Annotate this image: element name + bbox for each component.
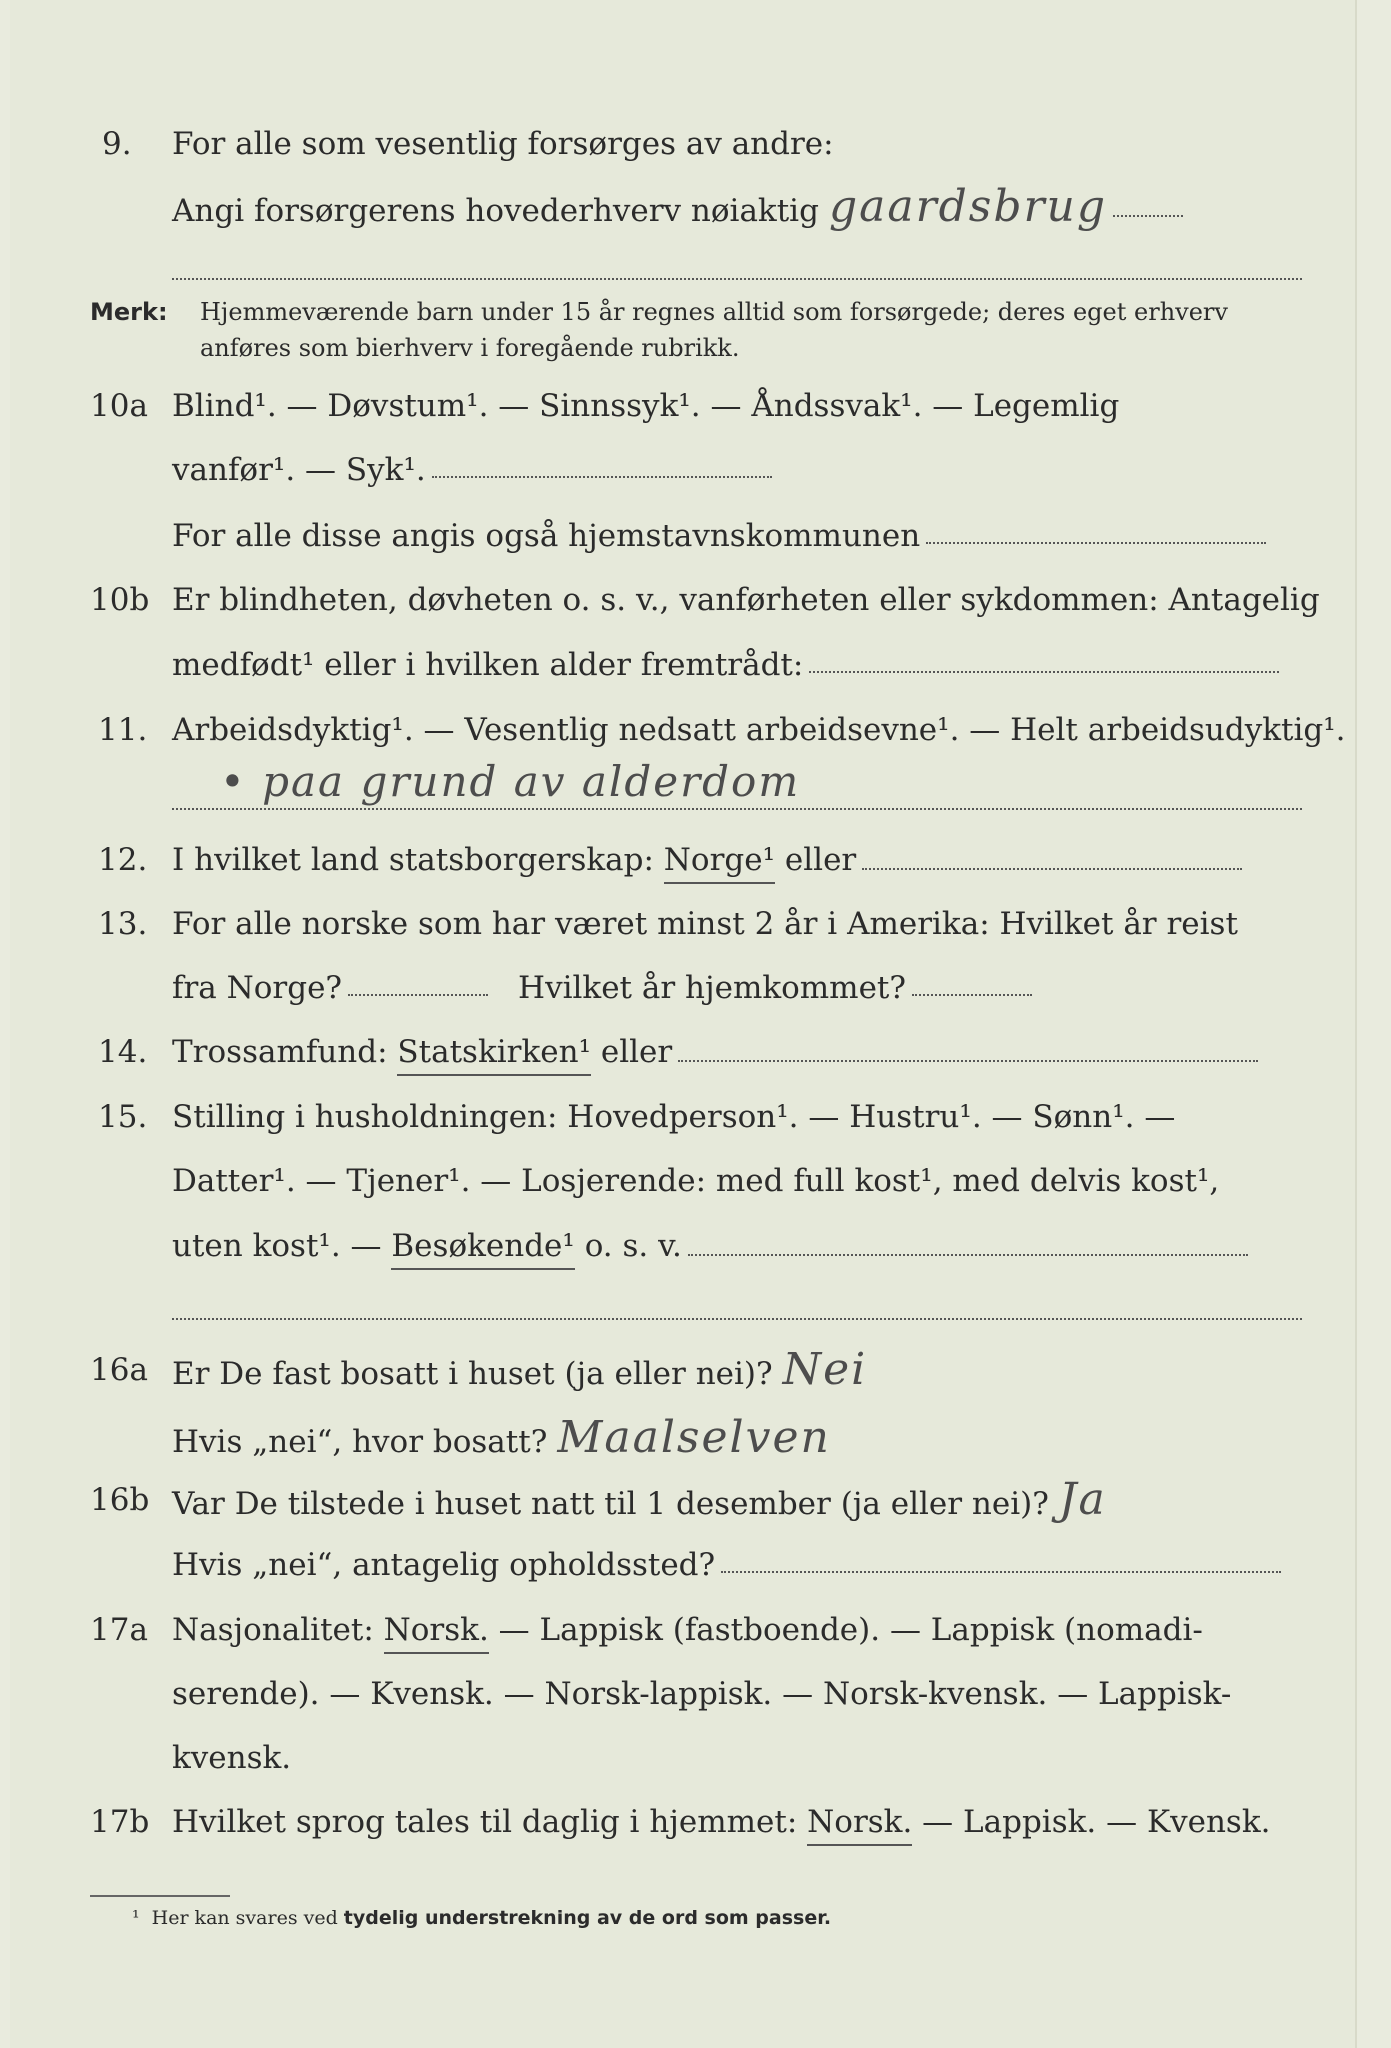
- q15-besokende-underlined: Besøkende¹: [391, 1226, 574, 1270]
- q16b-handwritten-answer: Ja: [1058, 1474, 1107, 1525]
- q17a-text1pre: Nasjonalitet:: [172, 1612, 374, 1648]
- q13-line1: [172, 904, 1238, 944]
- q16a-handwritten-answer2: Maalselven: [557, 1412, 831, 1463]
- q12-text: I hvilket land statsborgerskap:: [172, 842, 654, 878]
- q9-fill-line: [1113, 214, 1183, 217]
- item-number-16b: 16b: [90, 1482, 150, 1518]
- q15-text1: Stilling i husholdningen: Hovedperson¹. — Hustru¹. — Sønn¹. —: [172, 1099, 1176, 1135]
- q17b-norsk-underlined: Norsk.: [807, 1802, 912, 1846]
- q9-text1: For alle som vesentlig forsørges av andre:: [172, 126, 834, 162]
- q15-text3b: o. s. v.: [584, 1228, 682, 1264]
- q16a-line1: [172, 1344, 868, 1395]
- q14-statskirken-underlined: Statskirken¹: [397, 1032, 591, 1076]
- q15-line3: [172, 1226, 1248, 1270]
- q15-text3a: uten kost¹. —: [172, 1228, 382, 1264]
- item-number-10b: 10b: [90, 582, 150, 618]
- q15-text2: Datter¹. — Tjener¹. — Losjerende: med full kost¹, med delvis kost¹,: [172, 1163, 1220, 1199]
- merk-text2: anføres som bierhverv i foregående rubrikk.: [200, 334, 740, 362]
- q10a-fill-line: [432, 475, 772, 478]
- census-form-page: [10, 0, 1357, 2048]
- q15-blank-line: [172, 1318, 1302, 1320]
- q17a-text1post: — Lappisk (fastboende). — Lappisk (nomadi-: [498, 1612, 1203, 1648]
- item-number-14: 14.: [98, 1034, 148, 1070]
- q13-text1: For alle norske som har været minst 2 år i Amerika: Hvilket år reist: [172, 906, 1238, 942]
- q12-norge-underlined: Norge¹: [664, 840, 775, 884]
- q17a-line3: [172, 1738, 291, 1778]
- footnote-bold-text: tydelig understrekning av de ord som passer.: [343, 1907, 832, 1929]
- q16a-line2: [172, 1412, 831, 1463]
- merk-text1: Hjemmeværende barn under 15 år regnes alltid som forsørgede; deres eget erhverv: [200, 298, 1228, 326]
- q10b-text2: medfødt¹ eller i hvilken alder fremtrådt:: [172, 647, 804, 683]
- q13-line2: [172, 968, 1032, 1008]
- q10a-fill-line3: [926, 541, 1266, 544]
- q17b-text: Hvilket sprog tales til daglig i hjemmet:: [172, 1804, 798, 1840]
- q15-line1: [172, 1097, 1175, 1137]
- q10b-text1: Er blindheten, døvheten o. s. v., vanførheten eller sykdommen: Antagelig: [172, 582, 1320, 618]
- footnote-text: Her kan svares ved: [151, 1907, 338, 1929]
- item-number-12: 12.: [98, 842, 148, 878]
- item-number-9: 9.: [102, 126, 132, 162]
- item-number-10a: 10a: [90, 388, 148, 424]
- q10a-line2: [172, 450, 772, 490]
- q15-fill-line: [688, 1253, 1248, 1256]
- merk-line2: [200, 332, 739, 364]
- q10a-text3: For alle disse angis også hjemstavnskommunen: [172, 518, 921, 554]
- q11-blank-line: [172, 808, 1302, 810]
- item-number-11: 11.: [98, 712, 148, 748]
- q10a-line3: [172, 516, 1266, 556]
- q9-handwritten-answer: gaardsbrug: [828, 181, 1108, 232]
- q12-line: [172, 840, 1302, 884]
- q16b-text1: Var De tilstede i huset natt til 1 desember (ja eller nei)?: [172, 1486, 1049, 1522]
- footnote-mark: ¹: [132, 1907, 140, 1929]
- q9-line1: [172, 124, 834, 164]
- q16b-text2: Hvis „nei“, antagelig opholdssted?: [172, 1547, 716, 1583]
- q17b-text-post: — Lappisk. — Kvensk.: [922, 1804, 1271, 1840]
- q15-line2: [172, 1161, 1219, 1201]
- q9-line2: [172, 181, 1302, 232]
- item-number-13: 13.: [98, 906, 148, 942]
- q11-handwritten-answer: • paa grund av alderdom: [220, 757, 801, 806]
- item-number-15: 15.: [98, 1099, 148, 1135]
- q12-fill-line: [862, 867, 1242, 870]
- q11-line1: [172, 710, 1346, 750]
- q14-text: Trossamfund:: [172, 1034, 388, 1070]
- merk-note: [90, 296, 1228, 328]
- q14-eller: eller: [600, 1034, 673, 1070]
- q13-text2a: fra Norge?: [172, 970, 343, 1006]
- q17a-line2: [172, 1674, 1231, 1714]
- q12-eller: eller: [784, 842, 857, 878]
- q17a-norsk-underlined: Norsk.: [384, 1610, 489, 1654]
- q10b-fill-line: [809, 670, 1279, 673]
- q17b-line: [172, 1802, 1270, 1846]
- q10b-line2: [172, 645, 1279, 685]
- q16a-text1: Er De fast bosatt i huset (ja eller nei)?: [172, 1356, 773, 1392]
- merk-label: Merk:: [90, 298, 168, 326]
- q16a-text2: Hvis „nei“, hvor bosatt?: [172, 1424, 548, 1460]
- item-number-17a: 17a: [90, 1612, 148, 1648]
- q9-blank-line: [172, 278, 1302, 280]
- q16a-handwritten-answer1: Nei: [782, 1344, 868, 1395]
- q13-text2b: Hvilket år hjemkommet?: [518, 970, 907, 1006]
- footnote: [132, 1904, 831, 1932]
- q9-text2: Angi forsørgerens hovederhverv nøiaktig: [172, 193, 819, 229]
- q13-fill-line1: [348, 993, 488, 996]
- footnote-rule: [90, 1895, 230, 1897]
- q10a-text1: Blind¹. — Døvstum¹. — Sinnssyk¹. — Åndssvak¹. — Legemlig: [172, 388, 1120, 424]
- item-number-16a: 16a: [90, 1352, 148, 1388]
- q16b-line1: [172, 1474, 1107, 1525]
- item-number-17b: 17b: [90, 1804, 150, 1840]
- q10b-line1: [172, 580, 1320, 620]
- q17a-text2: serende). — Kvensk. — Norsk-lappisk. — Norsk-kvensk. — Lappisk-: [172, 1676, 1232, 1712]
- q13-fill-line2: [912, 993, 1032, 996]
- q11-text1: Arbeidsdyktig¹. — Vesentlig nedsatt arbeidsevne¹. — Helt arbeidsudyktig¹.: [172, 712, 1346, 748]
- q16b-line2: [172, 1545, 1281, 1585]
- q17a-text3: kvensk.: [172, 1740, 292, 1776]
- q14-fill-line: [678, 1059, 1258, 1062]
- q17a-line1: [172, 1610, 1203, 1654]
- q10a-text2: vanfør¹. — Syk¹.: [172, 452, 426, 488]
- q10a-line1: [172, 386, 1119, 426]
- q11-line2: [210, 757, 801, 806]
- q16b-fill-line: [721, 1570, 1281, 1573]
- q14-line: [172, 1032, 1258, 1076]
